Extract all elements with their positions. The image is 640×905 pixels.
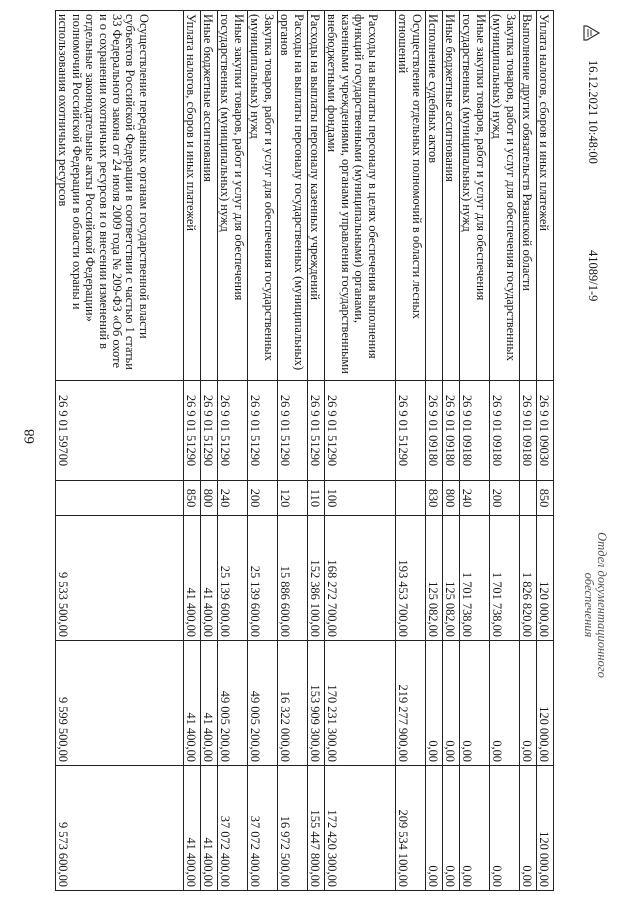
row-value-2-cell: 41 400,00	[184, 641, 201, 766]
row-value-3-cell: 172 420 300,00	[325, 766, 396, 891]
department-stamp-text: Отдел документационного обеспечения	[582, 532, 609, 678]
row-vr-cell: 100	[325, 481, 396, 516]
row-vr-cell: 120	[278, 481, 308, 516]
row-value-1-cell: 1 826 820,00	[520, 516, 537, 641]
row-value-1-cell: 25 139 600,00	[218, 516, 248, 641]
row-value-3-cell: 0,00	[490, 766, 520, 891]
row-value-2-cell: 0,00	[443, 641, 460, 766]
row-value-2-cell: 41 400,00	[201, 641, 218, 766]
row-value-1-cell: 15 886 600,00	[278, 516, 308, 641]
row-vr-cell: 850	[184, 481, 201, 516]
row-value-3-cell: 0,00	[426, 766, 443, 891]
row-value-1-cell: 9 533 500,00	[56, 516, 184, 641]
row-value-2-cell: 153 909 300,00	[308, 641, 325, 766]
row-name-cell: Уплата налогов, сборов и иных платежей	[184, 11, 201, 381]
row-vr-cell	[396, 481, 426, 516]
row-name-cell: Осуществление переданных органам государственной власти субъектов Российской Федерации в соответствии с частью 1 статьи 33 Федерального закона от 24 июля 2009 года № 209-ФЗ «Об охоте и о сохранении охотничьих ресурсов и о внесении изменений в отдельные законодательные акты Российской Федерации» полномочий Российской Федерации в области охраны и использования охотничьих ресурсов	[56, 11, 184, 381]
table-row	[490, 11, 520, 891]
row-value-1-cell: 1 701 738,00	[460, 516, 490, 641]
row-value-1-cell: 193 453 700,00	[396, 516, 426, 641]
page-footer	[576, 10, 609, 900]
row-value-2-cell: 219 277 900,00	[396, 641, 426, 766]
table-row	[460, 11, 490, 891]
row-name-cell: Иные закупки товаров, работ и услуг для обеспечения государственных (муниципальных) нужд	[218, 11, 248, 381]
row-name-cell: Уплата налогов, сборов и иных платежей	[537, 11, 554, 381]
row-value-2-cell: 0,00	[426, 641, 443, 766]
row-value-3-cell: 16 972 500,00	[278, 766, 308, 891]
row-vr-cell: 200	[248, 481, 278, 516]
row-value-1-cell: 41 400,00	[201, 516, 218, 641]
table-row	[308, 11, 325, 891]
table-row	[443, 11, 460, 891]
row-value-2-cell: 16 322 000,00	[278, 641, 308, 766]
row-code-cell: 26 9 01 09180	[490, 381, 520, 481]
row-name-cell: Осуществление отдельных полномочий в области лесных отношений	[396, 11, 426, 381]
row-value-2-cell: 0,00	[490, 641, 520, 766]
row-vr-cell: 800	[201, 481, 218, 516]
table-row	[248, 11, 278, 891]
row-value-3-cell: 37 072 400,00	[248, 766, 278, 891]
row-value-3-cell: 120 000,00	[537, 766, 554, 891]
table-row	[278, 11, 308, 891]
table-row	[426, 11, 443, 891]
row-value-3-cell: 41 400,00	[184, 766, 201, 891]
row-vr-cell: 800	[443, 481, 460, 516]
row-name-cell: Иные бюджетные ассигнования	[443, 11, 460, 381]
row-name-cell: Расходы на выплаты персоналу казенных учреждений	[308, 11, 325, 381]
budget-table	[55, 10, 554, 891]
row-name-cell: Выполнение других обязательств Рязанской области	[520, 11, 537, 381]
row-value-1-cell: 152 386 100,00	[308, 516, 325, 641]
row-code-cell: 26 9 01 51290	[248, 381, 278, 481]
row-code-cell: 26 9 01 51290	[201, 381, 218, 481]
table-row	[218, 11, 248, 891]
row-vr-cell: 850	[537, 481, 554, 516]
row-name-cell: Закупка товаров, работ и услуг для обеспечения государственных (муниципальных) нужд	[248, 11, 278, 381]
footer-datetime: 16.12.2021 10:48:00	[586, 60, 600, 164]
row-value-2-cell: 0,00	[460, 641, 490, 766]
row-code-cell: 26 9 01 51290	[396, 381, 426, 481]
row-value-2-cell: 120 000,00	[537, 641, 554, 766]
row-name-cell: Иные бюджетные ассигнования	[201, 11, 218, 381]
row-vr-cell: 200	[490, 481, 520, 516]
row-vr-cell: 110	[308, 481, 325, 516]
row-value-1-cell: 125 082,00	[426, 516, 443, 641]
row-code-cell: 26 9 01 51290	[184, 381, 201, 481]
electronic-signature-stamp-icon	[582, 24, 602, 42]
row-value-3-cell: 9 573 600,00	[56, 766, 184, 891]
row-code-cell: 26 9 01 09180	[426, 381, 443, 481]
row-code-cell: 26 9 01 51290	[308, 381, 325, 481]
row-name-cell: Расходы на выплаты персоналу государственных (муниципальных) органов	[278, 11, 308, 381]
footer-document-code: 41089/1-9	[586, 250, 600, 302]
row-vr-cell	[56, 481, 184, 516]
row-vr-cell: 240	[460, 481, 490, 516]
row-name-cell: Расходы на выплаты персоналу в целях обеспечения выполнения функций государственными (муниципальными) органами, казенными учреждениями, органами управления государственными внебюджетными фондами	[325, 11, 396, 381]
row-name-cell: Исполнение судебных актов	[426, 11, 443, 381]
row-value-1-cell: 120 000,00	[537, 516, 554, 641]
row-value-1-cell: 25 139 600,00	[248, 516, 278, 641]
row-value-3-cell: 0,00	[460, 766, 490, 891]
row-value-2-cell: 49 005 200,00	[248, 641, 278, 766]
row-name-cell: Иные закупки товаров, работ и услуг для обеспечения государственных (муниципальных) нужд	[460, 11, 490, 381]
row-value-1-cell: 41 400,00	[184, 516, 201, 641]
budget-table-body	[56, 11, 554, 891]
row-code-cell: 26 9 01 09030	[537, 381, 554, 481]
table-row	[520, 11, 537, 891]
table-row	[201, 11, 218, 891]
row-code-cell: 26 9 01 51290	[325, 381, 396, 481]
row-value-3-cell: 155 447 800,00	[308, 766, 325, 891]
row-value-3-cell: 0,00	[520, 766, 537, 891]
row-value-2-cell: 170 231 300,00	[325, 641, 396, 766]
row-vr-cell: 240	[218, 481, 248, 516]
row-code-cell: 26 9 01 51290	[278, 381, 308, 481]
row-code-cell: 26 9 01 09180	[520, 381, 537, 481]
table-row	[56, 11, 184, 891]
row-name-cell: Закупка товаров, работ и услуг для обеспечения государственных (муниципальных) нужд	[490, 11, 520, 381]
row-value-1-cell: 168 272 700,00	[325, 516, 396, 641]
row-value-3-cell: 41 400,00	[201, 766, 218, 891]
table-row	[184, 11, 201, 891]
row-value-2-cell: 0,00	[520, 641, 537, 766]
row-vr-cell	[520, 481, 537, 516]
row-code-cell: 26 9 01 59700	[56, 381, 184, 481]
row-code-cell: 26 9 01 51290	[218, 381, 248, 481]
row-code-cell: 26 9 01 09180	[460, 381, 490, 481]
row-value-3-cell: 209 534 100,00	[396, 766, 426, 891]
row-value-2-cell: 49 005 200,00	[218, 641, 248, 766]
row-value-2-cell: 9 599 500,00	[56, 641, 184, 766]
row-value-1-cell: 125 082,00	[443, 516, 460, 641]
row-value-1-cell: 1 701 738,00	[490, 516, 520, 641]
row-code-cell: 26 9 01 09180	[443, 381, 460, 481]
table-row	[396, 11, 426, 891]
row-value-3-cell: 37 072 400,00	[218, 766, 248, 891]
table-row	[325, 11, 396, 891]
page-number: 68	[22, 429, 38, 444]
table-row	[537, 11, 554, 891]
row-value-3-cell: 0,00	[443, 766, 460, 891]
row-vr-cell: 830	[426, 481, 443, 516]
budget-table-wrapper	[56, 10, 554, 890]
